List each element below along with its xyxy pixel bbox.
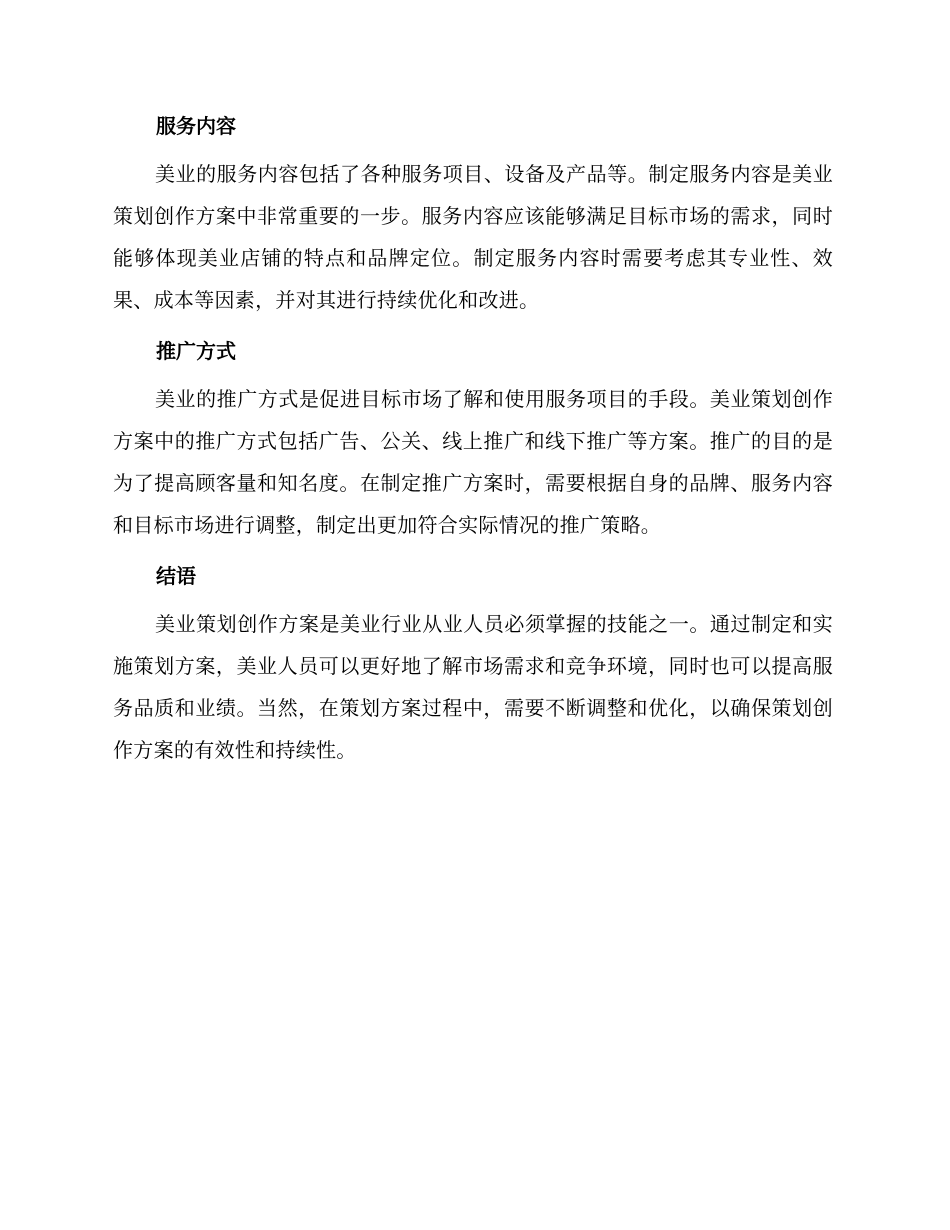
document-body	[113, 108, 833, 783]
section-paragraph: 美业的推广方式是促进目标市场了解和使用服务项目的手段。美业策划创作方案中的推广方式包括广告、公关、线上推广和线下推广等方案。推广的目的是为了提高顾客量和知名度。在制定推广方案时，需要根据自身的品牌、服务内容和目标市场进行调整，制定出更加符合实际情况的推广策略。	[113, 387, 833, 537]
section-heading: 服务内容	[156, 114, 236, 138]
section-service-content	[113, 108, 833, 321]
section-paragraph: 美业的服务内容包括了各种服务项目、设备及产品等。制定服务内容是美业策划创作方案中非常重要的一步。服务内容应该能够满足目标市场的需求，同时能够体现美业店铺的特点和品牌定位。制定服务内容时需要考虑其专业性、效果、成本等因素，并对其进行持续优化和改进。	[113, 162, 833, 312]
section-heading: 推广方式	[156, 339, 236, 363]
section-heading: 结语	[156, 564, 196, 588]
section-conclusion	[113, 558, 833, 771]
section-paragraph: 美业策划创作方案是美业行业从业人员必须掌握的技能之一。通过制定和实施策划方案，美业人员可以更好地了解市场需求和竞争环境，同时也可以提高服务品质和业绩。当然，在策划方案过程中，需要不断调整和优化，以确保策划创作方案的有效性和持续性。	[113, 612, 833, 762]
section-promotion-methods	[113, 333, 833, 546]
